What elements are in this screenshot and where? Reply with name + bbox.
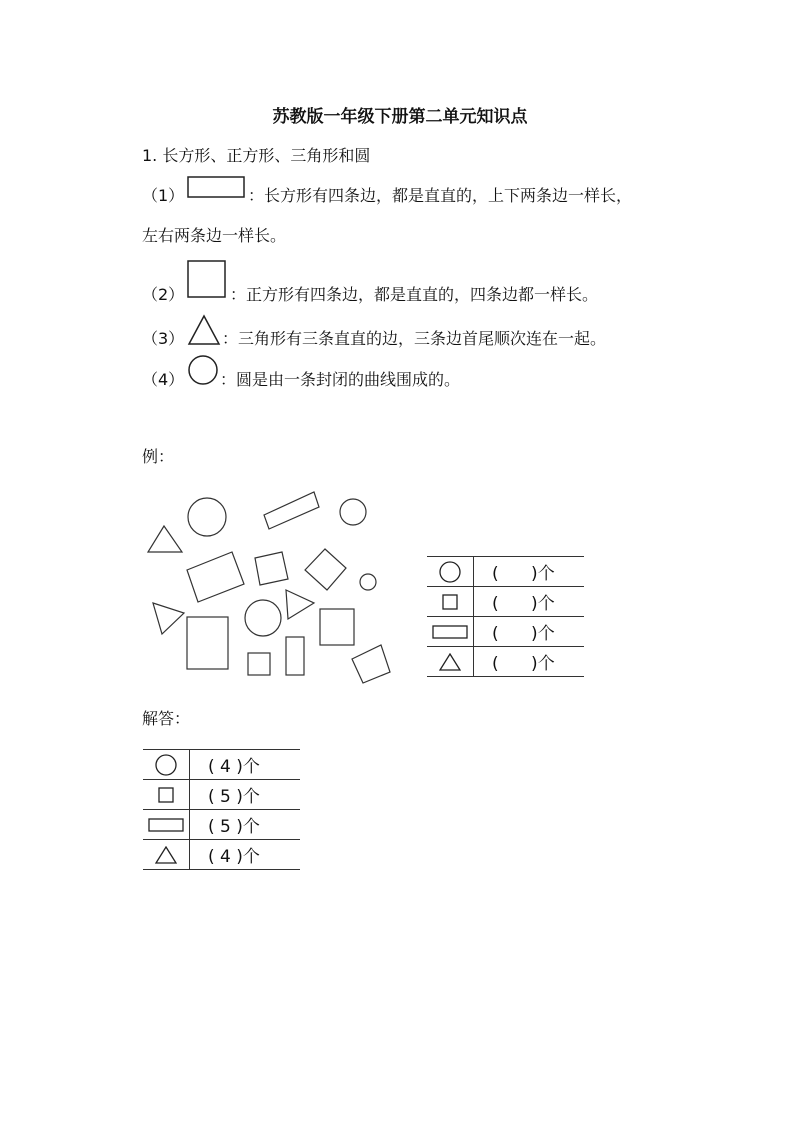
rectangle-shape	[187, 617, 228, 669]
rectangle-icon	[427, 617, 474, 647]
point-1-text-continued: 左右两条边一样长。	[142, 226, 287, 245]
circle-shape	[188, 498, 226, 536]
section-heading: 1. 长方形、正方形、三角形和圆	[142, 146, 371, 165]
circle-icon	[143, 750, 190, 780]
table-row	[143, 810, 300, 840]
square-shape	[305, 549, 346, 590]
point-1-text: ：长方形有四条边，都是直直的，上下两条边一样长，	[248, 186, 633, 205]
answer-count: ( 4 )个	[190, 750, 301, 780]
circle-icon	[427, 557, 474, 587]
table-row	[143, 840, 300, 870]
page-title: 苏教版一年级下册第二单元知识点	[272, 107, 528, 127]
point-1-number: （1）	[142, 186, 185, 205]
rectangle-icon	[187, 176, 245, 198]
table-row	[143, 780, 300, 810]
answer-label: 解答：	[142, 709, 191, 728]
answer-count: ( 5 )个	[190, 810, 301, 840]
count-blank[interactable]: ( )个	[474, 647, 585, 677]
point-1	[142, 183, 184, 206]
square-shape	[352, 645, 390, 683]
table-row	[427, 617, 584, 647]
square-shape	[255, 552, 288, 585]
count-blank[interactable]: ( )个	[474, 617, 585, 647]
point-2-text: ：正方形有四条边，都是直直的，四条边都一样长。	[230, 285, 599, 304]
answer-count: ( 5 )个	[190, 780, 301, 810]
square-icon	[143, 780, 190, 810]
triangle-icon	[143, 840, 190, 870]
square-shape	[320, 609, 354, 645]
count-blank[interactable]: ( )个	[474, 557, 585, 587]
rectangle-shape	[187, 552, 244, 602]
example-table	[427, 556, 584, 677]
triangle-shape	[153, 603, 184, 634]
point-4-number: （4）	[142, 370, 185, 389]
table-row	[143, 750, 300, 780]
table-row	[427, 557, 584, 587]
triangle-shape	[286, 590, 314, 619]
count-blank[interactable]: ( )个	[474, 587, 585, 617]
point-3-text: ：三角形有三条直直的边，三条边首尾顺次连在一起。	[222, 329, 607, 348]
table-row	[427, 647, 584, 677]
circle-icon	[187, 354, 219, 386]
circle-shape	[245, 600, 281, 636]
circle-shape	[360, 574, 376, 590]
triangle-icon	[427, 647, 474, 677]
circle-shape	[340, 499, 366, 525]
triangle-icon	[187, 314, 221, 346]
square-icon	[427, 587, 474, 617]
point-4-text: ：圆是由一条封闭的曲线围成的。	[220, 370, 461, 389]
rectangle-shape	[264, 492, 319, 529]
square-shape	[248, 653, 270, 675]
example-label: 例：	[142, 447, 175, 466]
answer-table	[143, 749, 300, 870]
shapes-figure	[140, 485, 400, 685]
table-row	[427, 587, 584, 617]
point-3-number: （3）	[142, 329, 185, 348]
point-2-number: （2）	[142, 285, 185, 304]
rectangle-icon	[143, 810, 190, 840]
triangle-shape	[148, 526, 182, 552]
answer-count: ( 4 )个	[190, 840, 301, 870]
square-icon	[187, 260, 227, 298]
rectangle-shape	[286, 637, 304, 675]
